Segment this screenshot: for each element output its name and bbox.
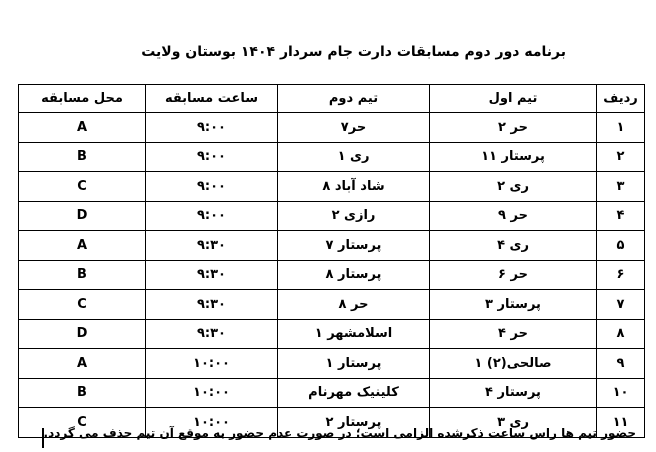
team2-cell: کلینیک مهرنام [278,378,430,408]
row-number: ۵ [597,231,645,261]
team1-cell: ری ۴ [430,231,597,261]
team1-cell: ری ۳ [430,408,597,438]
header-team1: تیم اول [430,85,597,113]
team2-cell: پرستار ۲ [278,408,430,438]
venue-cell: C [19,290,146,320]
team2-cell: شاد آباد ۸ [278,172,430,202]
table-header-row [19,85,645,113]
time-cell: ۹:۳۰ [146,231,278,261]
header-row-number: ردیف [597,85,645,113]
row-number: ۴ [597,201,645,231]
page-title: برنامه دور دوم مسابقات دارت جام سردار ۱۴۰۴ بوستان ولایت [141,44,566,60]
venue-cell: A [19,231,146,261]
team2-cell: پرستار ۱ [278,349,430,379]
time-cell: ۹:۳۰ [146,260,278,290]
team1-cell: پرستار ۱۱ [430,142,597,172]
team2-cell: پرستار ۸ [278,260,430,290]
table-row [19,231,645,261]
team1-cell: صالحی(۲) ۱ [430,349,597,379]
row-number: ۷ [597,290,645,320]
venue-cell: B [19,260,146,290]
time-cell: ۹:۰۰ [146,113,278,143]
team1-cell: ری ۲ [430,172,597,202]
time-cell: ۹:۳۰ [146,290,278,320]
team1-cell: پرستار ۳ [430,290,597,320]
header-venue: محل مسابقه [19,85,146,113]
venue-cell: C [19,408,146,438]
table-row [19,201,645,231]
table-row [19,260,645,290]
venue-cell: C [19,172,146,202]
time-cell: ۹:۰۰ [146,172,278,202]
row-number: ۶ [597,260,645,290]
time-cell: ۱۰:۰۰ [146,408,278,438]
row-number: ۱۱ [597,408,645,438]
row-number: ۱ [597,113,645,143]
table-row [19,319,645,349]
schedule-table [18,84,645,438]
table-row [19,142,645,172]
team2-cell: رازی ۲ [278,201,430,231]
venue-cell: B [19,378,146,408]
team2-cell: اسلامشهر ۱ [278,319,430,349]
team2-cell: ری ۱ [278,142,430,172]
venue-cell: D [19,201,146,231]
margin-bar [42,428,44,448]
venue-cell: B [19,142,146,172]
time-cell: ۱۰:۰۰ [146,378,278,408]
header-team2: تیم دوم [278,85,430,113]
header-time: ساعت مسابقه [146,85,278,113]
team1-cell: حر ۹ [430,201,597,231]
team2-cell: حر ۸ [278,290,430,320]
time-cell: ۹:۳۰ [146,319,278,349]
team2-cell: پرستار ۷ [278,231,430,261]
team1-cell: حر ۶ [430,260,597,290]
table-row [19,290,645,320]
team2-cell: حر۷ [278,113,430,143]
venue-cell: D [19,319,146,349]
footer-note: حضور تیم ها راس ساعت ذکرشده الزامی است؛ در صورت عدم حضور به موقع آن تیم حذف می گردد. [43,426,636,440]
team1-cell: پرستار ۴ [430,378,597,408]
team1-cell: حر ۴ [430,319,597,349]
venue-cell: A [19,349,146,379]
table-row [19,113,645,143]
venue-cell: A [19,113,146,143]
row-number: ۹ [597,349,645,379]
team1-cell: حر ۲ [430,113,597,143]
table-row [19,378,645,408]
time-cell: ۱۰:۰۰ [146,349,278,379]
row-number: ۲ [597,142,645,172]
table-row [19,172,645,202]
row-number: ۱۰ [597,378,645,408]
table-row [19,349,645,379]
time-cell: ۹:۰۰ [146,142,278,172]
row-number: ۳ [597,172,645,202]
row-number: ۸ [597,319,645,349]
time-cell: ۹:۰۰ [146,201,278,231]
